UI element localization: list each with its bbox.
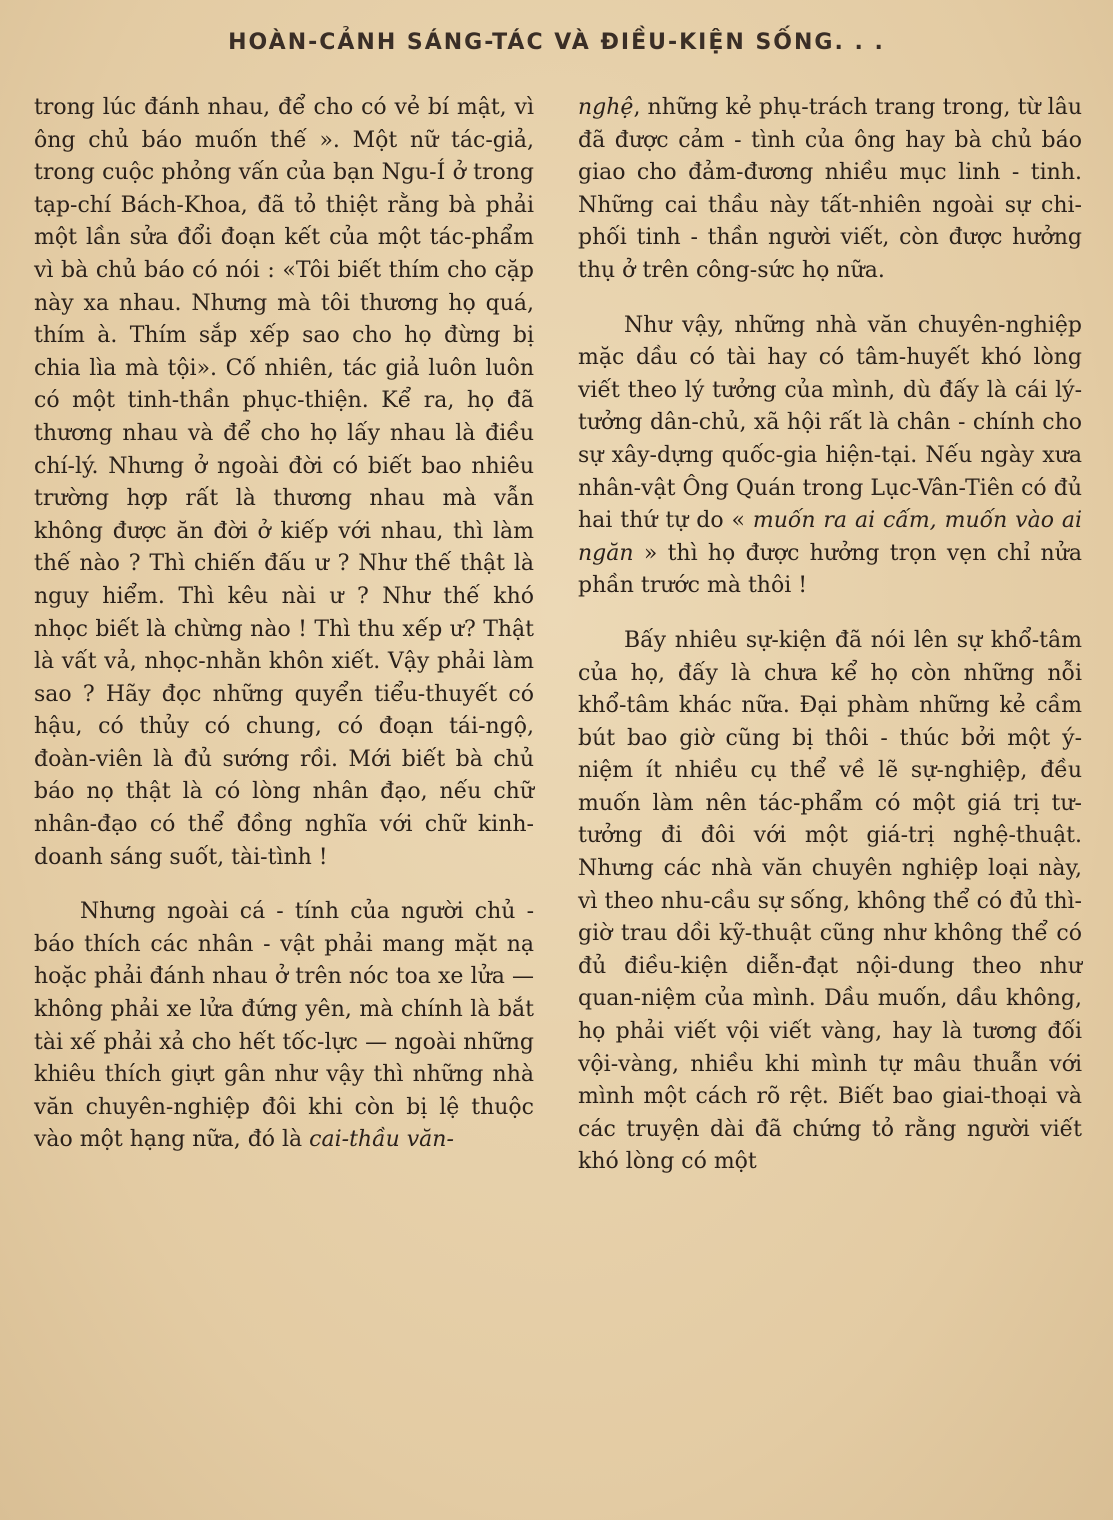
right-paragraph-3: Bấy nhiêu sự-kiện đã nói lên sự khổ-tâm của họ, đấy là chưa kể họ còn những nỗi khổ-tâm khác nữa. Đại phàm những kẻ cầm bút bao giờ cũng bị thôi - thúc bởi một ý-niệm ít nhiều cụ thể về lẽ sự-nghiệp, đều muốn làm nên tác-phẩm có một giá trị tư-tưởng đi đôi với một giá-trị nghệ-thuật. Nhưng các nhà văn chuyên nghiệp loại này, vì theo nhu-cầu sự sống, không thể có đủ thì-giờ trau dồi kỹ-thuật cũng như không thể có đủ điều-kiện diễn-đạt nội-dung theo như quan-niệm của mình. Dầu muốn, dầu không, họ phải viết vội viết vàng, hay là tương đối vội-vàng, nhiều khi mình tự mâu thuẫn với mình một cách rõ rệt. Biết bao giai-thoại và các truyện dài đã chứng tỏ rằng người viết khó lòng có một [578,627,1082,1175]
left-paragraph-2-text: Nhưng ngoài cá - tính của người chủ - báo thích các nhân - vật phải mang mặt nạ hoặc phải đánh nhau ở trên nóc toa xe lửa — không phải xe lửa đứng yên, mà chính là bắt tài xế phải xả cho hết tốc-lực — ngoài những khiêu thích giựt gân như vậy thì những nhà văn chuyên-nghiệp đôi khi còn bị lệ thuộc vào một hạng nữa, đó là [34,899,534,1153]
right-paragraph-2-start: Như vậy, những nhà văn chuyên-nghiệp mặc dầu có tài hay có tâm-huyết khó lòng viết theo lý tưởng của mình, dù đấy là cái lý-tưởng dân-chủ, xã hội rất là chân - chính cho sự xây-dựng quốc-gia hiện-tại. Nếu ngày xưa nhân-vật Ông Quán trong Lục-Vân-Tiên có đủ hai thứ tự do « [578,312,1082,534]
right-paragraph-1 [578,92,1082,288]
right-paragraph-2-italic: muốn ra ai cấm, muốn vào ai ngăn [578,508,1082,566]
left-paragraph-1: trong lúc đánh nhau, để cho có vẻ bí mật, vì ông chủ báo muốn thế ». Một nữ tác-giả, trong cuộc phỏng vấn của bạn Ngu-Í ở trong tạp-chí Bách-Khoa, đã tỏ thiệt rằng bà phải một lần sửa đổi đoạn kết của một tác-phẩm vì bà chủ báo có nói : «Tôi biết thím cho cặp này xa nhau. Nhưng mà tôi thương họ quá, thím à. Thím sắp xếp sao cho họ đừng bị chia lìa mà tội». Cố nhiên, tác giả luôn luôn có một tinh-thần phục-thiện. Kể ra, họ đã thương nhau và để cho họ lấy nhau là điều chí-lý. Nhưng ở ngoài đời có biết bao nhiêu trường hợp rất là thương nhau mà vẫn không được ăn đời ở kiếp với nhau, thì làm thế nào ? Thì chiến đấu ư ? Như thế thật là nguy hiểm. Thì kêu nài ư ? Như thế khó nhọc biết là chừng nào ! Thì thu xếp ư? Thật là vất vả, nhọc-nhằn khôn xiết. Vậy phải làm sao ? Hãy đọc những quyển tiểu-thuyết có hậu, có thủy có chung, có đoạn tái-ngộ, đoàn-viên là đủ sướng rồi. Mới biết bà chủ báo nọ thật là có lòng nhân đạo, nếu chữ nhân-đạo có thể đồng nghĩa với chữ kinh-doanh sáng suốt, tài-tình ! [34,95,534,870]
left-paragraph-2-italic: cai-thầu văn- [309,1127,454,1153]
right-paragraph-2-end: » thì họ được hưởng trọn vẹn chỉ nửa phần trước mà thôi ! [578,540,1082,599]
right-paragraph-2 [578,310,1082,603]
left-column [34,92,534,1157]
right-column [578,92,1082,1179]
right-paragraph-1-text: , những kẻ phụ-trách trang trong, từ lâu đã được cảm - tình của ông hay bà chủ báo giao cho đảm-đương nhiều mục linh - tinh. Những cai thầu này tất-nhiên ngoài sự chi-phối tinh - thần người viết, còn được hưởng thụ ở trên công-sức họ nữa. [578,95,1082,283]
right-paragraph-1-italic: nghệ [578,95,634,120]
running-head: HOÀN-CẢNH SÁNG-TÁC VÀ ĐIỀU-KIỆN SỐNG. . . [228,30,885,55]
left-paragraph-2 [34,896,534,1157]
